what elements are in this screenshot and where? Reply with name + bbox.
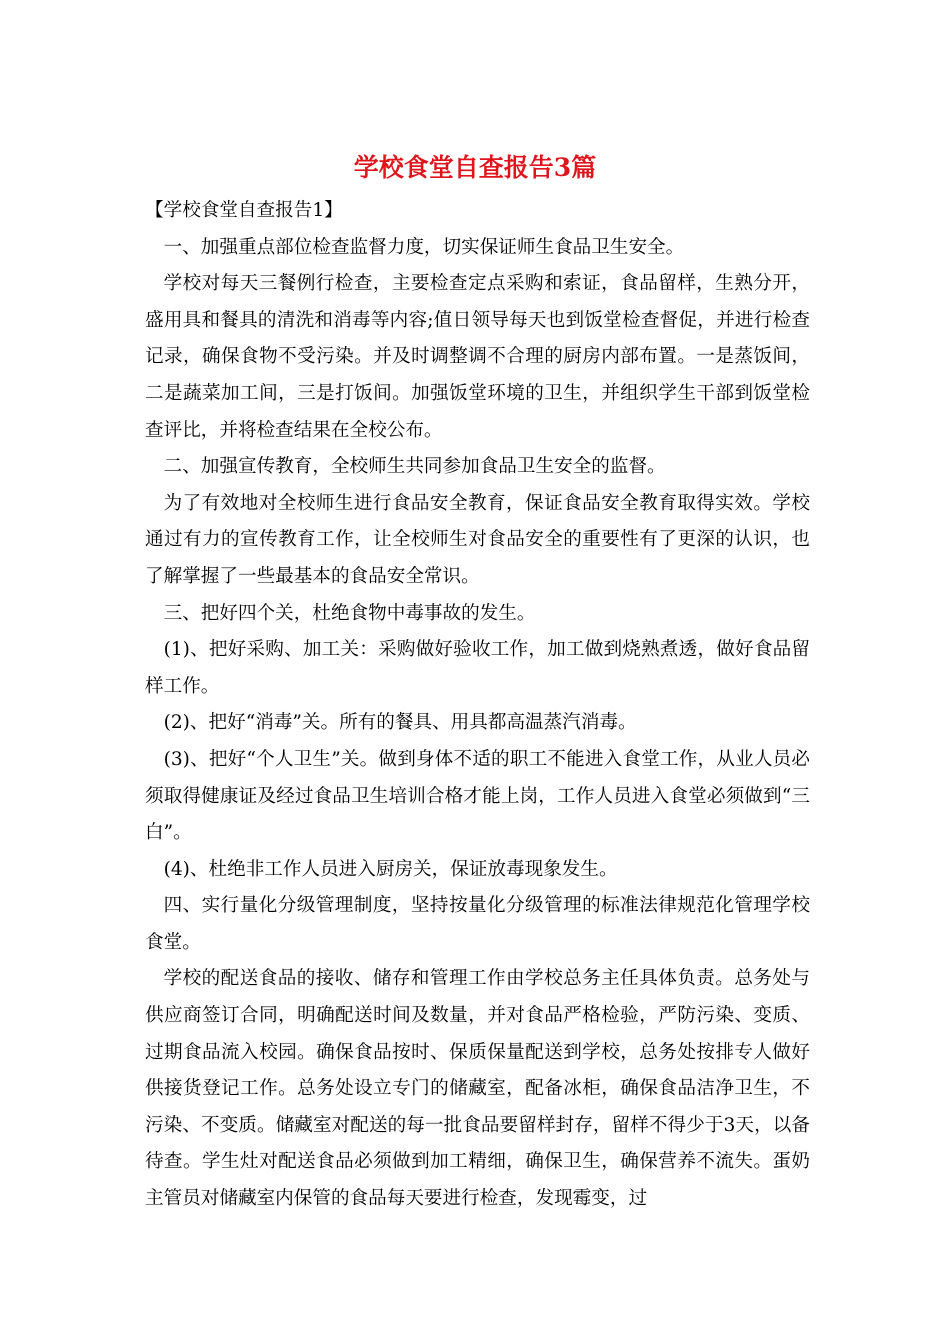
paragraph: (3)、把好“个人卫生”关。做到身体不适的职工不能进入食堂工作，从业人员必须取得健康证及经过食品卫生培训合格才能上岗，工作人员进入食堂必须做到“三白”。 (145, 748, 810, 844)
section-heading: 【学校食堂自查报告1】 (145, 200, 343, 221)
paragraph: 一、加强重点部位检查监督力度，切实保证师生食品卫生安全。 (163, 236, 685, 258)
paragraph: 三、把好四个关，杜绝食物中毒事故的发生。 (163, 602, 536, 624)
document-title: 学校食堂自查报告3篇 (353, 153, 597, 182)
document-body (145, 193, 810, 1218)
paragraph: (2)、把好“消毒”关。所有的餐具、用具都高温蒸汽消毒。 (163, 712, 637, 734)
paragraph: 四、实行量化分级管理制度，坚持按量化分级管理的标准法律规范化管理学校食堂。 (145, 895, 810, 953)
paragraph: 学校对每天三餐例行检查，主要检查定点采购和索证，食品留样，生熟分开，盛用具和餐具的清洗和消毒等内容;值日领导每天也到饭堂检查督促，并进行检查记录，确保食物不受污染。并及时调整调不合理的厨房内部布置。一是蒸饭间，二是蔬菜加工间，三是打饭间。加强饭堂环境的卫生，并组织学生干部到饭堂检查评比，并将检查结果在全校公布。 (145, 273, 810, 441)
paragraph: (4)、杜绝非工作人员进入厨房关，保证放毒现象发生。 (163, 858, 618, 880)
paragraph: 为了有效地对全校师生进行食品安全教育，保证食品安全教育取得实效。学校通过有力的宣传教育工作，让全校师生对食品安全的重要性有了更深的认识，也了解掌握了一些最基本的食品安全常识。 (145, 492, 810, 587)
paragraph: (1)、把好采购、加工关：采购做好验收工作，加工做到烧熟煮透，做好食品留样工作。 (145, 639, 810, 697)
paragraph: 学校的配送食品的接收、储存和管理工作由学校总务主任具体负责。总务处与供应商签订合同，明确配送时间及数量，并对食品严格检验，严防污染、变质、过期食品流入校园。确保食品按时、保质保量配送到学校，总务处按排专人做好供接货登记工作。总务处设立专门的储藏室，配备冰柜，确保食品洁净卫生，不污染、不变质。储藏室对配送的每一批食品要留样封存，留样不得少于3天，以备待查。学生灶对配送食品必须做到加工精细，确保卫生，确保营养不流失。蛋奶主管员对储藏室内保管的食品每天要进行检查，发现霉变，过 (145, 968, 810, 1210)
paragraph: 二、加强宣传教育，全校师生共同参加食品卫生安全的监督。 (163, 456, 666, 478)
